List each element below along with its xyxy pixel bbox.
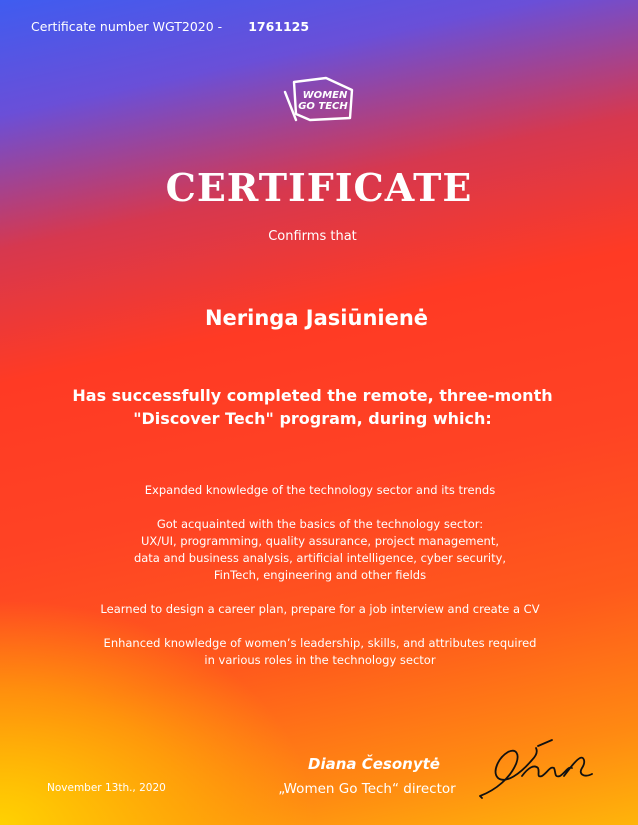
director-signature (476, 738, 596, 802)
achievement-item (30, 482, 610, 499)
achievement-line: in various roles in the technology sector (204, 653, 436, 667)
recipient-name: Neringa Jasiūnienė (204, 306, 429, 330)
certificate-number (31, 19, 309, 34)
achievement-line: Expanded knowledge of the technology sector and its trends (144, 483, 496, 497)
achievements-list (30, 482, 610, 686)
certificate-number-label: Certificate number WGT2020 - (31, 19, 223, 34)
certificate-number-value: 1761125 (248, 19, 310, 34)
achievement-line: Learned to design a career plan, prepare for a job interview and create a CV (100, 602, 540, 616)
director-role: „Women Go Tech“ director (278, 781, 456, 797)
women-go-tech-logo (282, 76, 356, 122)
achievement-line: Enhanced knowledge of women’s leadership, skills, and attributes required (103, 636, 537, 650)
achievement-line: FinTech, engineering and other fields (213, 568, 427, 582)
achievement-line: data and business analysis, artificial intelligence, cyber security, (133, 551, 507, 565)
issue-date: November 13th., 2020 (47, 782, 166, 794)
completion-statement: Has successfully completed the remote, three-month "Discover Tech" program, during which: (72, 386, 553, 428)
achievement-item (30, 635, 610, 669)
logo-text-line2: GO TECH (298, 101, 348, 112)
certificate-title: CERTIFICATE (165, 165, 473, 210)
logo-text-line1: WOMEN (302, 90, 348, 101)
achievement-item (30, 516, 610, 584)
achievement-line: UX/UI, programming, quality assurance, project management, (140, 534, 500, 548)
achievement-line: Got acquainted with the basics of the technology sector: (156, 517, 484, 531)
director-name: Diana Česonytė (308, 755, 440, 773)
achievement-item (30, 601, 610, 618)
confirms-text: Confirms that (268, 229, 357, 244)
